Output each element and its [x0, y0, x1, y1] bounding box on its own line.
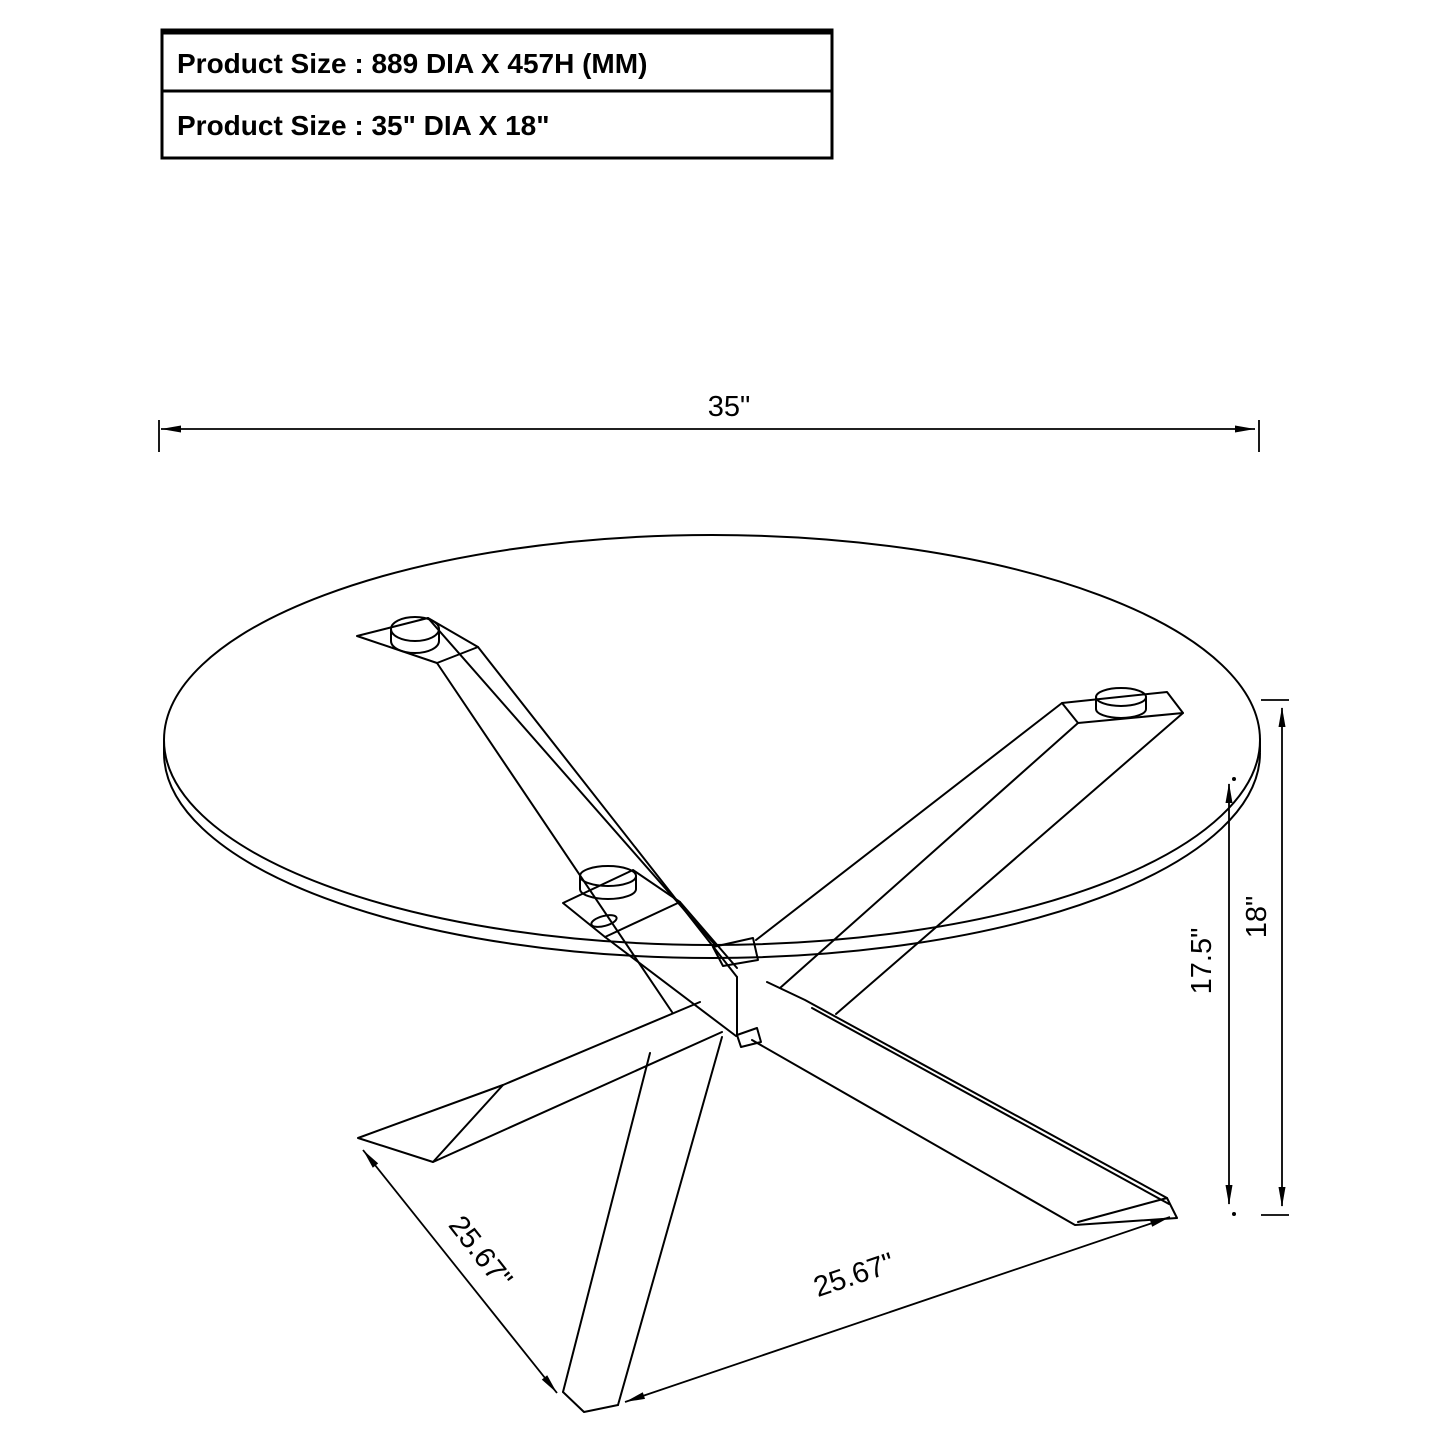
table-drawing [164, 535, 1260, 1412]
beam-edge [478, 647, 737, 977]
dim-label-right-leg-span: 25.67" [809, 1247, 899, 1304]
puck-right [1096, 688, 1146, 718]
beam-edge [618, 1037, 722, 1405]
dimension-left-leg-span [363, 1150, 557, 1393]
beam-edge [836, 713, 1183, 1014]
arrow-down-icon [1226, 1185, 1233, 1205]
lower-right-foot-bevel [1078, 1198, 1167, 1222]
glass-thickness-edges [164, 739, 1260, 754]
arrow-up-icon [1279, 707, 1286, 727]
beam-edge [780, 723, 1078, 988]
dimension-overall-height [1241, 700, 1289, 1215]
puck-top [580, 866, 636, 886]
lower-left-foot-bevel [433, 1085, 503, 1162]
spec-row-imperial: Product Size : 35" DIA X 18" [177, 110, 550, 141]
lower-right-beam-outline [752, 982, 1177, 1225]
dim-label-overall-height: 18" [1241, 895, 1273, 939]
dim-label-top-diameter: 35" [707, 391, 751, 423]
puck-side [1096, 697, 1146, 718]
extension-dot [1232, 1212, 1236, 1216]
beam-edge [756, 703, 1062, 940]
arrow-upper-left-icon [363, 1150, 378, 1168]
extension-dot [1232, 777, 1236, 781]
arrow-down-icon [1279, 1187, 1286, 1207]
dim-line [363, 1150, 557, 1393]
dim-line [625, 1217, 1170, 1402]
beam-edge [437, 663, 672, 1012]
arrow-up-icon [1226, 783, 1233, 803]
dimension-base-height [1186, 777, 1236, 1216]
spec-row-metric: Product Size : 889 DIA X 457H (MM) [177, 48, 648, 79]
glass-top [164, 535, 1260, 958]
spec-box [161, 30, 833, 158]
arrow-lower-left-icon [625, 1392, 645, 1402]
arrow-right-icon [1235, 426, 1255, 433]
back-tip-plate-sliver [713, 938, 758, 966]
dim-label-left-leg-span: 25.67" [441, 1209, 519, 1295]
dimension-top-diameter [159, 391, 1259, 452]
dimension-right-leg-span [625, 1217, 1170, 1402]
leg-back-to-bottom-center [563, 938, 758, 1412]
arrow-left-icon [161, 426, 181, 433]
lower-left-beam-outline [358, 1002, 722, 1162]
glass-top-surface [164, 535, 1260, 945]
dim-label-base-height: 17.5" [1186, 927, 1218, 995]
arrow-lower-right-icon [542, 1375, 557, 1393]
bottom-center-foot [563, 1392, 618, 1412]
glass-bottom-edge [164, 753, 1260, 958]
